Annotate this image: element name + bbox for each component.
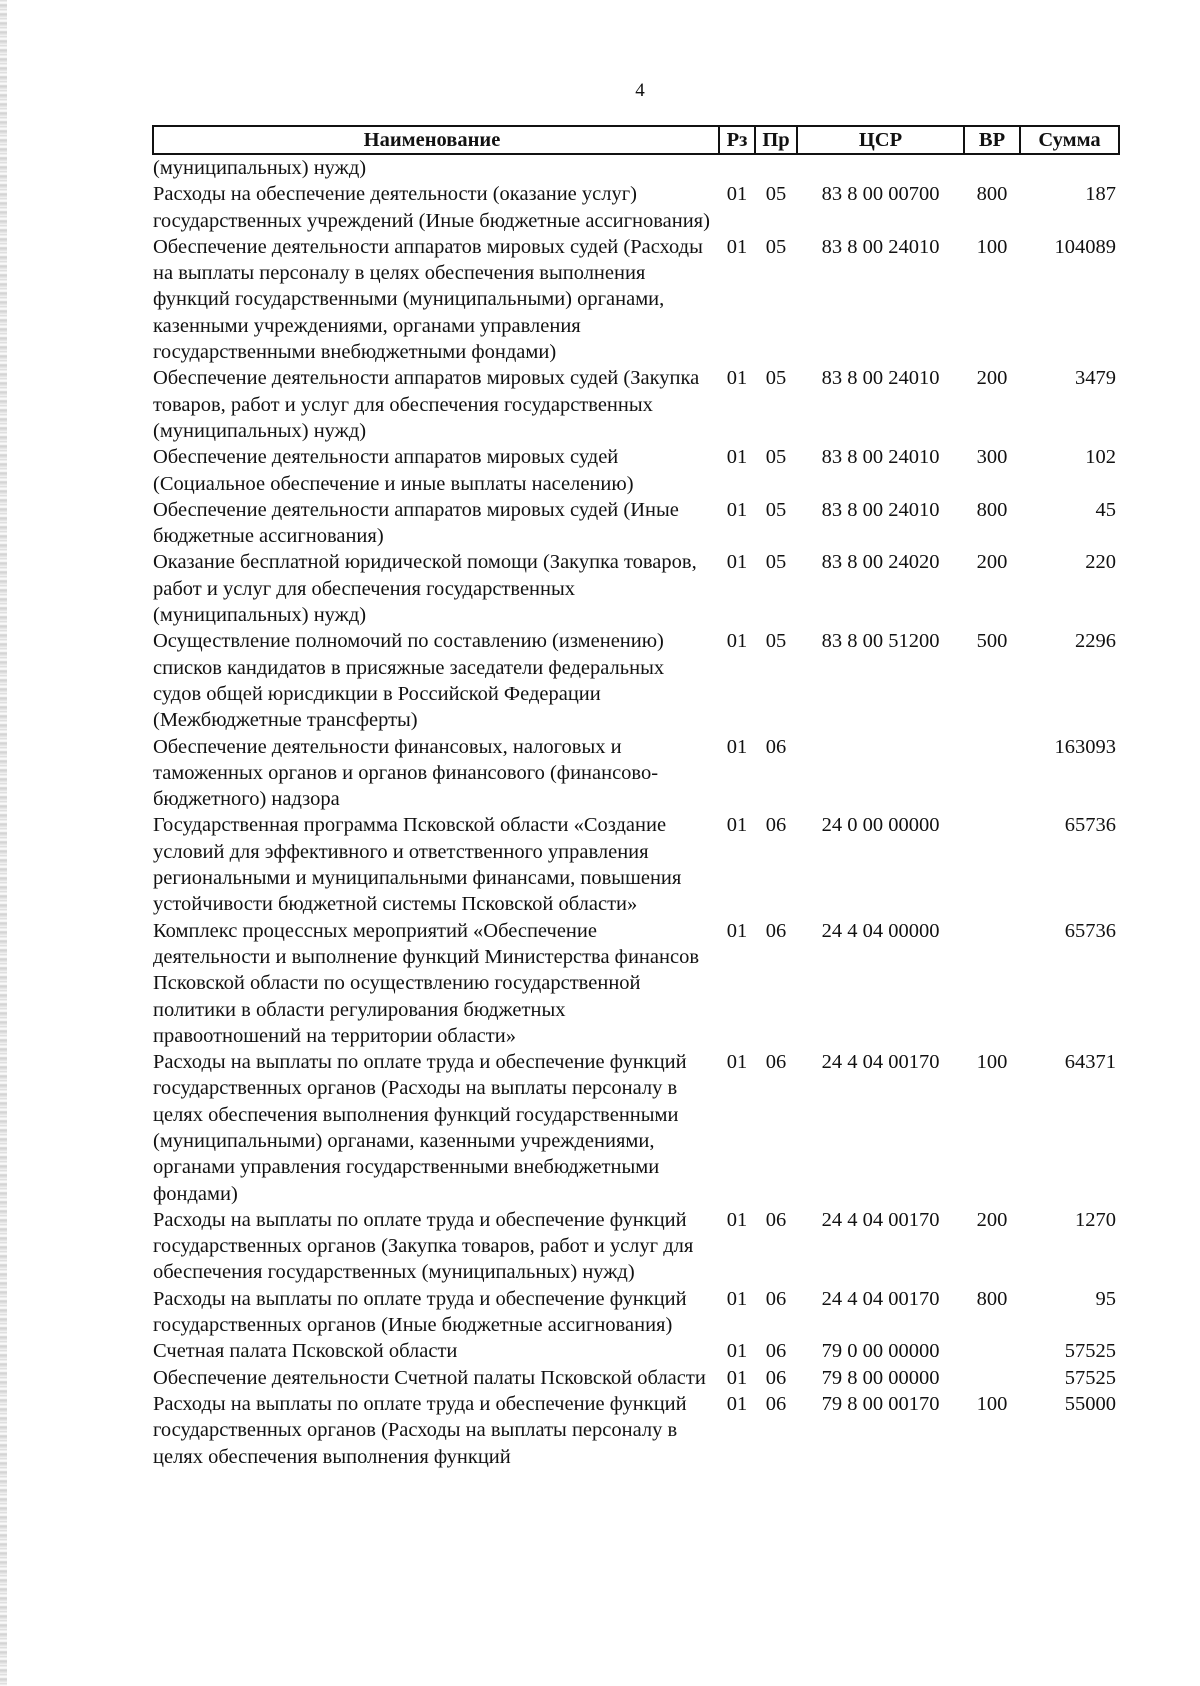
row-csr [797,154,964,181]
row-sum: 104089 [1054,235,1116,258]
table-row [153,1338,1119,1364]
header-sum: Сумма [1020,126,1119,154]
row-sum: 45 [1095,498,1116,521]
row-vr: 100 [976,1392,1008,1415]
row-rz: 01 [726,235,748,258]
row-csr: 83 8 00 24010 [821,367,940,390]
row-vr [964,1338,1020,1364]
row-rz: 01 [726,919,748,942]
row-name: Расходы на выплаты по оплате труда и обеспечение функций государственных органов (Расходы на выплаты персоналу в целях обеспечения выполнения функций [153,1392,687,1468]
table-row [153,812,1119,917]
row-pr: 06 [765,1208,787,1231]
row-vr [964,154,1020,181]
row-rz: 01 [726,183,748,206]
header-csr: ЦСР [797,126,964,154]
row-csr: 24 4 04 00170 [821,1051,940,1074]
row-csr: 83 8 00 24020 [821,551,940,574]
row-vr [964,734,1020,813]
row-csr: 79 8 00 00000 [821,1366,940,1389]
row-pr: 06 [765,1366,787,1389]
row-sum: 2296 [1075,630,1116,653]
table-row [153,154,1119,181]
header-vr: ВР [964,126,1020,154]
header-name: Наименование [153,126,719,154]
table-row [153,444,1119,497]
row-vr: 300 [976,446,1008,469]
row-vr: 500 [976,630,1008,653]
row-rz: 01 [726,498,748,521]
row-name: Оказание бесплатной юридической помощи (Закупка товаров, работ и услуг для обеспечения государственных (муниципальных) нужд) [153,551,697,627]
row-vr: 800 [976,183,1008,206]
row-rz: 01 [726,1392,748,1415]
row-vr: 200 [976,1208,1008,1231]
row-csr: 24 0 00 00000 [821,814,940,837]
header-row [153,126,1119,154]
row-rz: 01 [726,1366,748,1389]
row-name: Обеспечение деятельности аппаратов мировых судей (Расходы на выплаты персоналу в целях обеспечения выполнения функций государственными (муниципальными) органами, казенными учреждениями, органами управления государственными внебюджетными фондами) [153,235,703,364]
table-row [153,1286,1119,1339]
row-csr: 83 8 00 24010 [821,235,940,258]
row-name: Обеспечение деятельности финансовых, налоговых и таможенных органов и органов финансового (финансово-бюджетного) надзора [153,735,659,811]
table-row [153,181,1119,234]
table-row [153,918,1119,1049]
row-name: Расходы на обеспечение деятельности (оказание услуг) государственных учреждений (Иные бюджетные ассигнования) [153,183,710,232]
row-csr: 83 8 00 24010 [821,446,940,469]
row-sum: 220 [1085,551,1116,574]
header-pr: Пр [755,126,797,154]
row-rz [719,154,755,181]
row-rz: 01 [726,446,748,469]
page-number: 4 [635,80,645,101]
row-sum: 187 [1085,183,1116,206]
table-row [153,734,1119,813]
row-sum: 57525 [1064,1366,1116,1389]
row-csr [797,734,964,813]
row-rz: 01 [726,551,748,574]
row-vr [964,918,1020,1049]
row-rz: 01 [726,1340,748,1363]
row-rz: 01 [726,735,748,758]
row-rz: 01 [726,814,748,837]
row-sum: 163093 [1054,735,1116,758]
row-pr: 06 [765,814,787,837]
row-csr: 83 8 00 24010 [821,498,940,521]
row-name: Обеспечение деятельности Счетной палаты Псковской области [153,1366,706,1389]
row-name: Осуществление полномочий по составлению (изменению) списков кандидатов в присяжные заседатели федеральных судов общей юрисдикции в Российской Федерации (Межбюджетные трансферты) [153,630,665,732]
table-row [153,365,1119,444]
budget-table [152,125,1120,1470]
row-csr: 24 4 04 00170 [821,1208,940,1231]
row-sum: 65736 [1064,919,1116,942]
row-name: (муниципальных) нужд) [153,157,367,179]
table-body [153,154,1119,1470]
row-csr: 79 8 00 00170 [821,1392,940,1415]
row-sum [1020,154,1119,181]
row-csr: 83 8 00 51200 [821,630,940,653]
row-pr: 06 [765,1287,787,1310]
row-sum: 102 [1085,446,1116,469]
row-name: Обеспечение деятельности аппаратов мировых судей (Закупка товаров, работ и услуг для обеспечения государственных (муниципальных) нужд) [153,367,700,442]
row-csr: 79 0 00 00000 [821,1340,940,1363]
table-row [153,1365,1119,1391]
row-pr: 05 [765,446,787,469]
row-sum: 95 [1095,1287,1116,1310]
row-pr: 06 [765,1392,787,1415]
row-pr: 05 [765,551,787,574]
table-row [153,1391,1119,1470]
row-vr: 100 [976,1051,1008,1074]
row-vr [964,812,1020,917]
row-sum: 57525 [1064,1340,1116,1363]
row-vr: 100 [976,235,1008,258]
row-vr: 800 [976,498,1008,521]
row-sum: 3479 [1075,367,1116,390]
table-header [153,126,1119,154]
row-pr: 06 [765,1051,787,1074]
row-name: Счетная палата Псковской области [153,1340,458,1363]
row-vr [964,1365,1020,1391]
row-csr: 24 4 04 00000 [821,919,940,942]
row-sum: 65736 [1064,814,1116,837]
row-pr [755,154,797,181]
row-vr: 200 [976,367,1008,390]
row-vr: 800 [976,1287,1008,1310]
row-pr: 06 [765,919,787,942]
row-name: Расходы на выплаты по оплате труда и обеспечение функций государственных органов (Расходы на выплаты персоналу в целях обеспечения выполнения функций государственными (муниципальными) органами, казенными учреждениями, органами управления государственными внебюджетными фондами) [153,1051,687,1205]
row-sum: 64371 [1064,1051,1116,1074]
row-name: Государственная программа Псковской области «Создание условий для эффективного и ответственного управления региональными и муниципальными финансами, повышения устойчивости бюджетной системы Псковской области» [153,814,682,916]
row-vr: 200 [976,551,1008,574]
table-row [153,1049,1119,1207]
row-rz: 01 [726,367,748,390]
row-pr: 06 [765,1340,787,1363]
row-sum: 1270 [1075,1208,1116,1231]
row-sum: 55000 [1064,1392,1116,1415]
row-rz: 01 [726,1051,748,1074]
table-row [153,234,1119,365]
table-row [153,497,1119,550]
row-pr: 05 [765,183,787,206]
row-name: Обеспечение деятельности аппаратов мировых судей (Иные бюджетные ассигнования) [153,498,679,548]
row-name: Комплекс процессных мероприятий «Обеспечение деятельности и выполнение функций Министерства финансов Псковской области по осуществлению государственной политики в области регулирования бюджетных правоотношений на территории области» [153,919,699,1047]
row-pr: 06 [765,735,787,758]
row-csr: 24 4 04 00170 [821,1287,940,1310]
row-pr: 05 [765,367,787,390]
row-rz: 01 [726,630,748,653]
row-pr: 05 [765,630,787,653]
row-pr: 05 [765,235,787,258]
table-row [153,549,1119,628]
scan-edge [0,0,7,1686]
row-csr: 83 8 00 00700 [821,183,940,206]
row-rz: 01 [726,1287,748,1310]
header-rz: Рз [719,126,755,154]
table-row [153,628,1119,733]
row-name: Обеспечение деятельности аппаратов мировых судей (Социальное обеспечение и иные выплаты населению) [153,446,634,495]
row-rz: 01 [726,1208,748,1231]
row-pr: 05 [765,498,787,521]
row-name: Расходы на выплаты по оплате труда и обеспечение функций государственных органов (Иные бюджетные ассигнования) [153,1287,687,1337]
row-name: Расходы на выплаты по оплате труда и обеспечение функций государственных органов (Закупка товаров, работ и услуг для обеспечения государственных (муниципальных) нужд) [153,1208,694,1284]
table-row [153,1207,1119,1286]
